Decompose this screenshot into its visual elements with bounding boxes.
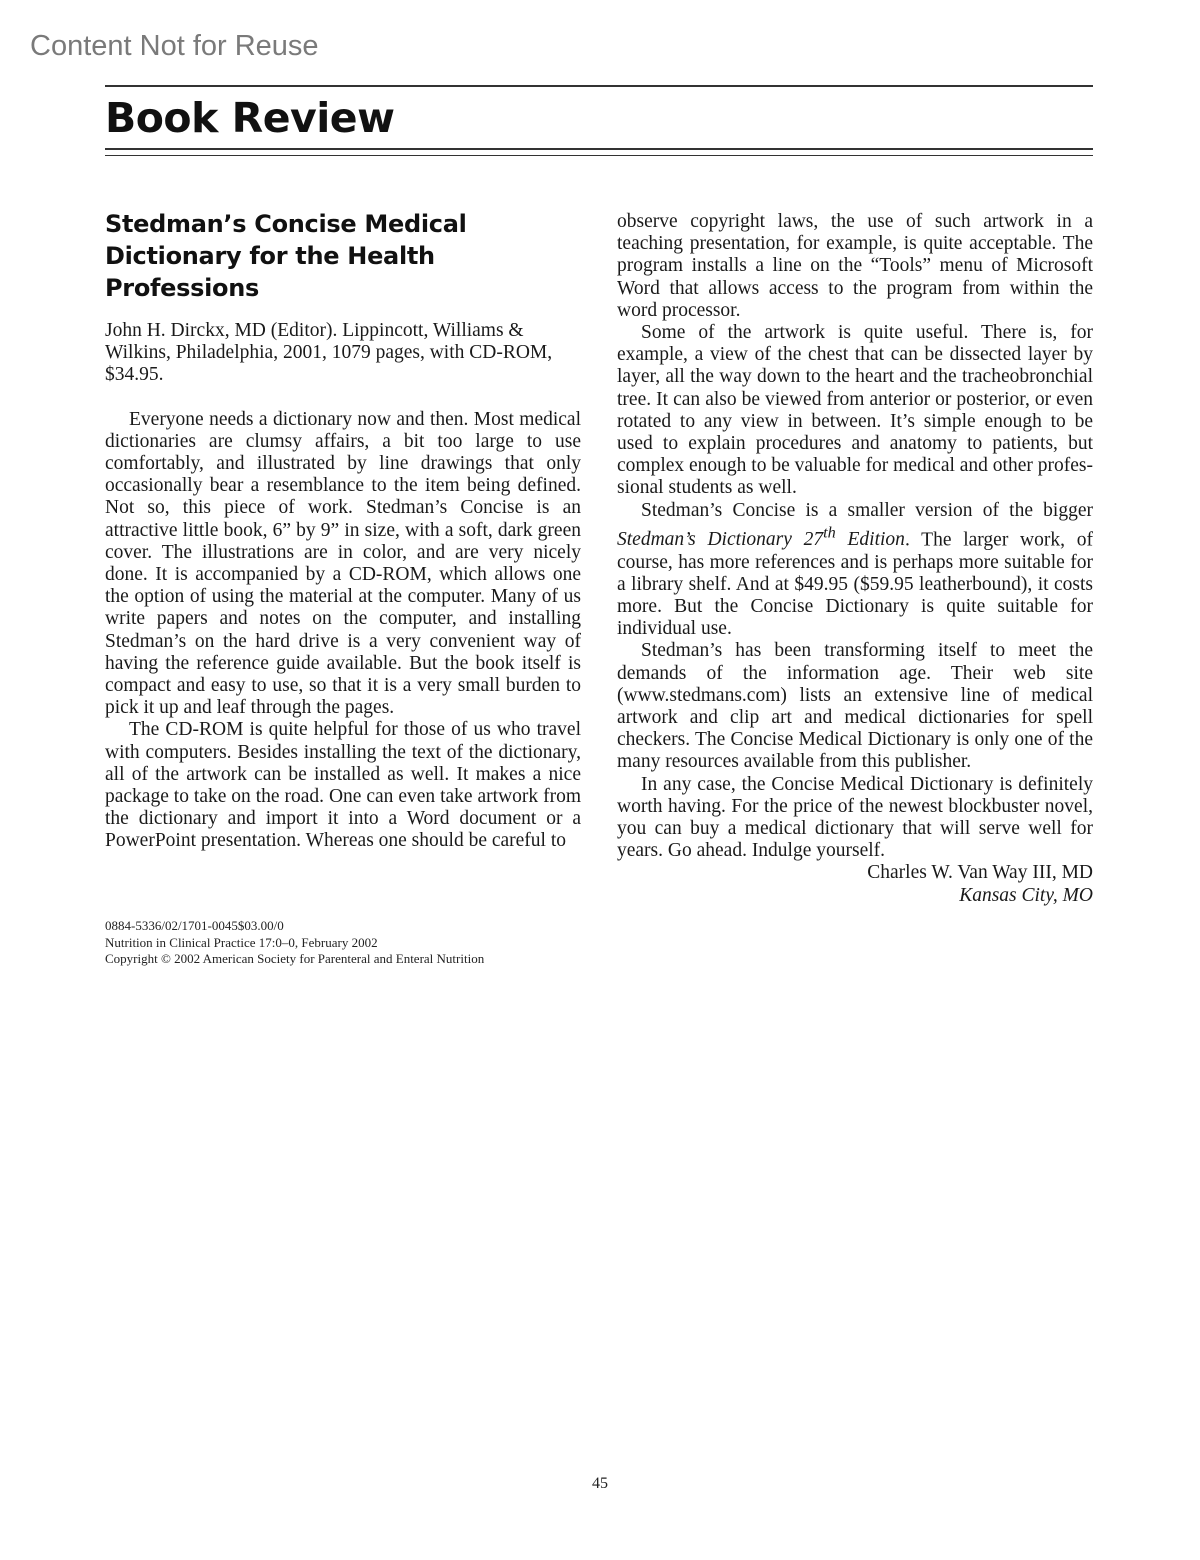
- footnote-code: 0884-5336/02/1701-0045$03.00/0: [105, 918, 284, 933]
- header-double-rule: [105, 148, 1093, 156]
- section-title: Book Review: [105, 94, 395, 142]
- edition-superscript: th: [823, 523, 836, 542]
- left-column: [105, 208, 581, 853]
- header-rule: [105, 85, 1093, 87]
- book-edition-title: Stedman’s Dictionary 27: [617, 529, 824, 551]
- page-number: 45: [592, 1475, 608, 1492]
- review-paragraph: Everyone needs a dictionary now and then. Most medical dictionaries are clumsy affairs, a bit too large to use comfortably, and illustrated by line drawings that only occasionally bear a resemblance to the item being defined. Not so, this piece of work. Stedman’s Concise is an attractive little book, 6” by 9” in size, with a soft, dark green cover. The illustrations are in color, and are very nicely done. It is accompanied by a CD-ROM, which allows one the option of using the material at the computer. Many of us write papers and notes on the computer, and installing Stedman’s on the hard drive is a very convenient way of having the reference guide available. But the book itself is compact and easy to use, so that it is a very small burden to pick it up and leaf through the pages.: [105, 408, 581, 719]
- paragraph-text: . The larger work, of course, has more references and is perhaps more suitable for a library shelf. And at $49.95 ($59.95 leatherbound), it costs more. But the Concise Dictionary is quite suitable for individual use.: [617, 529, 1093, 640]
- review-paragraph: In any case, the Concise Medical Dictionary is definitely worth having. For the price of the newest blockbuster novel, you can buy a medical dictionary that will serve well for years. Go ahead. Indulge yourself.: [617, 773, 1093, 862]
- reviewer-name: Charles W. Van Way III, MD: [867, 862, 1093, 884]
- review-paragraph: Some of the artwork is quite useful. There is, for example, a view of the chest that can be dissected layer by layer, all the way down to the heart and the tracheobronchial tree. It can also be viewed from anterior or posterior, or even rotated to any view in between. It’s simple enough to be used to explain procedures and anatomy to patients, but complex enough to be valuable for medical and other professional students as well.: [617, 322, 1093, 499]
- review-paragraph: observe copyright laws, the use of such artwork in a teaching presentation, for example, is quite acceptable. The program installs a line on the “Tools” menu of Microsoft Word that allows access to the program from within the word processor.: [617, 211, 1093, 321]
- review-paragraph: [617, 500, 1093, 641]
- paragraph-text: Stedman’s Concise is a smaller version of the bigger: [641, 499, 1093, 521]
- right-column: [617, 211, 1093, 907]
- review-paragraph: Stedman’s has been transforming itself to meet the demands of the information age. Their web site (www.stedmans.com) lists an extensive line of medical artwork and clip art and medical dictionaries for spell checkers. The Concise Medical Dictionary is only one of the many resources available from this publisher.: [617, 640, 1093, 773]
- book-citation: John H. Dirckx, MD (Editor). Lippincott, Williams & Wilkins, Philadelphia, 2001, 1079 pages, with CD-ROM, $34.95.: [105, 320, 553, 386]
- reviewer-location: Kansas City, MO: [959, 884, 1093, 906]
- review-paragraph: The CD-ROM is quite helpful for those of us who travel with computers. Besides installing the text of the dictionary, all of the artwork can be installed as well. It makes a nice package to take on the road. One can even take artwork from the dictionary and import it into a Word document or a PowerPoint presentation. Whereas one should be careful to: [105, 719, 581, 852]
- watermark: Content Not for Reuse: [30, 30, 319, 62]
- footnote-copyright: Copyright © 2002 American Society for Parenteral and Enteral Nutrition: [105, 951, 485, 966]
- book-edition-suffix: Edition: [835, 529, 905, 551]
- publication-footnote: [105, 918, 484, 968]
- footnote-journal: Nutrition in Clinical Practice 17:0–0, February 2002: [105, 934, 378, 950]
- book-title: Stedman’s Concise Medical Dictionary for the Health Professions: [105, 210, 467, 302]
